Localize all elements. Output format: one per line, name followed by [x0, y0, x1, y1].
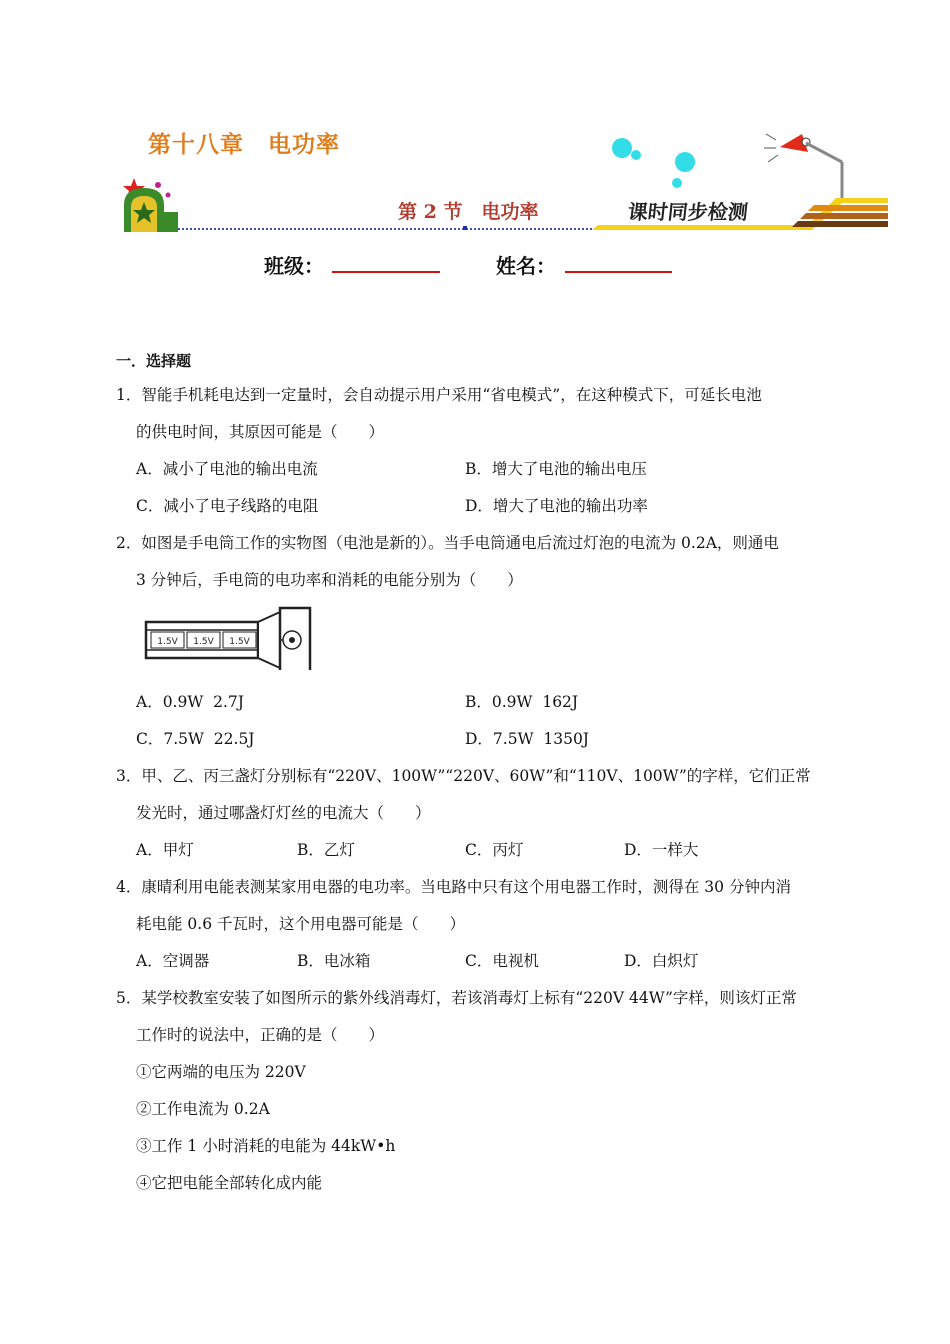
question-text-cont: 工作时的说法中，正确的是（ ） [136, 1026, 385, 1044]
question-text: 智能手机耗电达到一定量时，会自动提示用户采用“省电模式”，在这种模式下，可延长电池 [141, 386, 762, 404]
question-text: 如图是手电筒工作的实物图（电池是新的）。当手电筒通电后流过灯泡的电流为 0.2A，则通电 [141, 534, 779, 552]
statement-4: ④它把电能全部转化成内能 [136, 1174, 323, 1192]
option-a[interactable]: A．甲灯 [136, 841, 194, 859]
chapter-title: 第十八章 电功率 [148, 131, 340, 158]
statement-2: ②工作电流为 0.2A [136, 1100, 270, 1118]
option-c[interactable]: C．7.5W 22.5J [136, 730, 255, 748]
option-d[interactable]: D．白炽灯 [624, 952, 699, 970]
bubbles-icon [612, 138, 695, 188]
option-b[interactable]: B．乙灯 [297, 841, 355, 859]
question-text-cont: 的供电时间，其原因可能是（ ） [136, 423, 385, 441]
battery-label: 1.5V [157, 637, 178, 647]
question-number: 3． [116, 767, 142, 785]
question-text-cont: 耗电能 0.6 千瓦时，这个用电器可能是（ ） [136, 915, 466, 933]
option-d[interactable]: D．7.5W 1350J [465, 730, 590, 748]
question-3 [116, 758, 836, 795]
class-label: 班级： [264, 254, 324, 278]
option-a[interactable]: A．0.9W 2.7J [136, 693, 244, 711]
option-a[interactable]: A．空调器 [136, 952, 210, 970]
question-text: 甲、乙、丙三盏灯分别标有“220V、100W”“220V、60W”和“110V、100W”的字样，它们正常 [141, 767, 811, 785]
question-number: 2． [116, 534, 142, 552]
flashlight-figure [132, 600, 332, 670]
question-5 [116, 980, 836, 1017]
question-2 [116, 525, 836, 562]
question-1 [116, 377, 836, 414]
question-number: 1． [116, 386, 142, 404]
question-text: 某学校教室安装了如图所示的紫外线消毒灯，若该消毒灯上标有“220V 44W”字样，则该灯正常 [141, 989, 797, 1007]
option-b[interactable]: B．电冰箱 [297, 952, 371, 970]
name-field[interactable] [565, 271, 672, 273]
question-4 [116, 869, 836, 906]
option-b[interactable]: B．增大了电池的输出电压 [465, 460, 647, 478]
option-c[interactable]: C．减小了电子线路的电阻 [136, 497, 319, 515]
lamp-icon [764, 134, 842, 200]
option-b[interactable]: B．0.9W 162J [465, 693, 579, 711]
question-number: 5． [116, 989, 142, 1007]
question-text-cont: 3 分钟后，手电筒的电功率和消耗的电能分别为（ ） [136, 571, 523, 589]
statement-3: ③工作 1 小时消耗的电能为 44kW•h [136, 1137, 396, 1155]
option-c[interactable]: C．电视机 [465, 952, 539, 970]
option-d[interactable]: D．一样大 [624, 841, 699, 859]
battery-label: 1.5V [229, 637, 250, 647]
section-title: 第 2 节 电功率 [398, 201, 539, 223]
battery-label: 1.5V [193, 637, 214, 647]
option-c[interactable]: C．丙灯 [465, 841, 524, 859]
class-field[interactable] [332, 271, 440, 273]
statement-1: ①它两端的电压为 220V [136, 1063, 306, 1081]
name-label: 姓名： [496, 254, 556, 278]
tagline: 课时同步检测 [626, 200, 750, 224]
option-d[interactable]: D．增大了电池的输出功率 [465, 497, 648, 515]
question-number: 4． [116, 878, 142, 896]
section-heading: 一．选择题 [116, 352, 192, 370]
badge-icon [123, 178, 178, 232]
question-text: 康晴利用电能表测某家用电器的电功率。当电路中只有这个用电器工作时，测得在 30 分钟内消 [141, 878, 791, 896]
option-a[interactable]: A．减小了电池的输出电流 [136, 460, 318, 478]
question-text-cont: 发光时，通过哪盏灯灯丝的电流大（ ） [136, 804, 431, 822]
